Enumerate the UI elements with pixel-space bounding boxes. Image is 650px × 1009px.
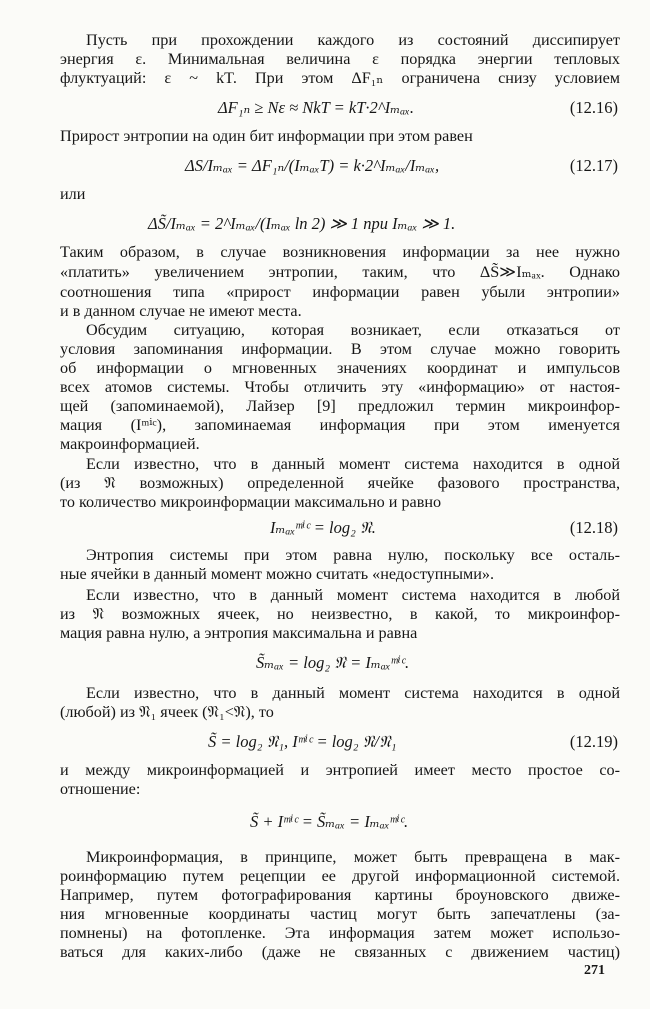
equation-12-16: ΔF₁ₙ ≥ Nε ≈ NkT = kT·2^Iₘₐₓ.	[218, 98, 414, 117]
text-line: отношение:	[60, 780, 141, 798]
text-line: (из 𝔑 возможных) определенной ячейке фазового пространства,	[60, 474, 620, 492]
equation-12-19: S̃ = log₂ 𝔑₁, Iᵐⁱᶜ = log₂ 𝔑/𝔑₁	[208, 732, 397, 751]
equation-12-17: ΔS/Iₘₐₓ = ΔF₁ₙ/(IₘₐₓT) = k·2^Iₘₐₓ/Iₘₐₓ,	[185, 156, 440, 175]
text-line: (любой) из 𝔑₁ ячеек (𝔑₁<𝔑), то	[60, 703, 274, 721]
text-line: всех атомов системы. Чтобы отличить эту «информацию» от настоя-	[60, 378, 620, 396]
text-line: об информации о мгновенных значениях координат и импульсов	[60, 359, 620, 377]
equation-entropy-ratio: ΔS̃/Iₘₐₓ = 2^Iₘₐₓ/(Iₘₐₓ ln 2) ≫ 1 при Iₘₐₓ ≫ 1.	[148, 214, 456, 233]
equation-number: (12.17)	[569, 156, 618, 175]
text-line: «платить» увеличением энтропии, таким, что ΔS̃≫Iₘₐₓ. Однако	[60, 263, 620, 281]
text-line: помнены) на фотопленке. Эта информация затем может использо-	[60, 924, 620, 942]
text-line: Пусть при прохождении каждого из состояний диссипирует	[86, 31, 620, 49]
text-line: Например, путем фотографирования картины броуновского движе-	[60, 886, 620, 904]
text-line: ваться для каких-либо (даже не связанных с движением частиц)	[60, 943, 620, 961]
text-line: то количество микроинформации максимально и равно	[60, 493, 442, 511]
equation-number: (12.18)	[569, 518, 618, 537]
text-line: роинформацию путем рецепции ее другой информационной системой.	[60, 867, 620, 885]
text-line: условия запоминания информации. В этом случае можно говорить	[60, 340, 620, 358]
text-line: Энтропия системы при этом равна нулю, поскольку все осталь-	[86, 546, 620, 564]
equation-12-18: Iₘₐₓᵐⁱᶜ = log₂ 𝔑.	[270, 518, 376, 537]
text-line: и в данном случае не имеют места.	[60, 302, 302, 320]
equation-number: (12.19)	[569, 732, 618, 751]
text-line: Таким образом, в случае возникновения информации за нее нужно	[60, 243, 620, 261]
text-line: соотношения типа «прирост информации равен убыли энтропии»	[60, 283, 620, 301]
text-line: из 𝔑 возможных ячеек, но неизвестно, в какой, то микроинфор-	[60, 605, 620, 623]
text-line: мация (Iᵐⁱᶜ), запоминаемая информация при этом именуется	[60, 416, 620, 434]
text-line: мация равна нулю, а энтропия максимальна и равна	[60, 624, 418, 642]
text-line: щей (запоминаемой), Лайзер [9] предложил термин микроинфор-	[60, 397, 620, 415]
equation-s-max: S̃ₘₐₓ = log₂ 𝔑 = Iₘₐₓᵐⁱᶜ.	[256, 653, 410, 672]
equation-number: (12.16)	[569, 98, 618, 117]
text-line: ные ячейки в данный момент можно считать «недоступными».	[60, 565, 495, 583]
text-line: ния мгновенные координаты частиц могут быть запечатлены (за-	[60, 905, 620, 923]
text-line: Микроинформация, в принципе, может быть превращена в мак-	[86, 848, 620, 866]
text-line: Если известно, что в данный момент система находится в одной	[86, 684, 620, 702]
text-line: Обсудим ситуацию, которая возникает, если отказаться от	[86, 321, 620, 339]
text-line: и между микроинформацией и энтропией имеет место простое со-	[60, 761, 620, 779]
text-line: Если известно, что в данный момент система находится в любой	[86, 586, 620, 604]
text-line: энергия ε. Минимальная величина ε порядка энергии тепловых	[60, 50, 620, 68]
page-number: 271	[584, 963, 605, 978]
text-line: Если известно, что в данный момент система находится в одной	[86, 455, 620, 473]
text-line: или	[60, 185, 86, 203]
text-line: флуктуаций: ε ~ kT. При этом ΔF₁ₙ ограничена снизу условием	[60, 69, 620, 87]
equation-sum: S̃ + Iᵐⁱᶜ = S̃ₘₐₓ = Iₘₐₓᵐⁱᶜ.	[250, 812, 409, 831]
text-line: Прирост энтропии на один бит информации при этом равен	[60, 127, 473, 145]
text-line: макроинформацией.	[60, 435, 200, 453]
